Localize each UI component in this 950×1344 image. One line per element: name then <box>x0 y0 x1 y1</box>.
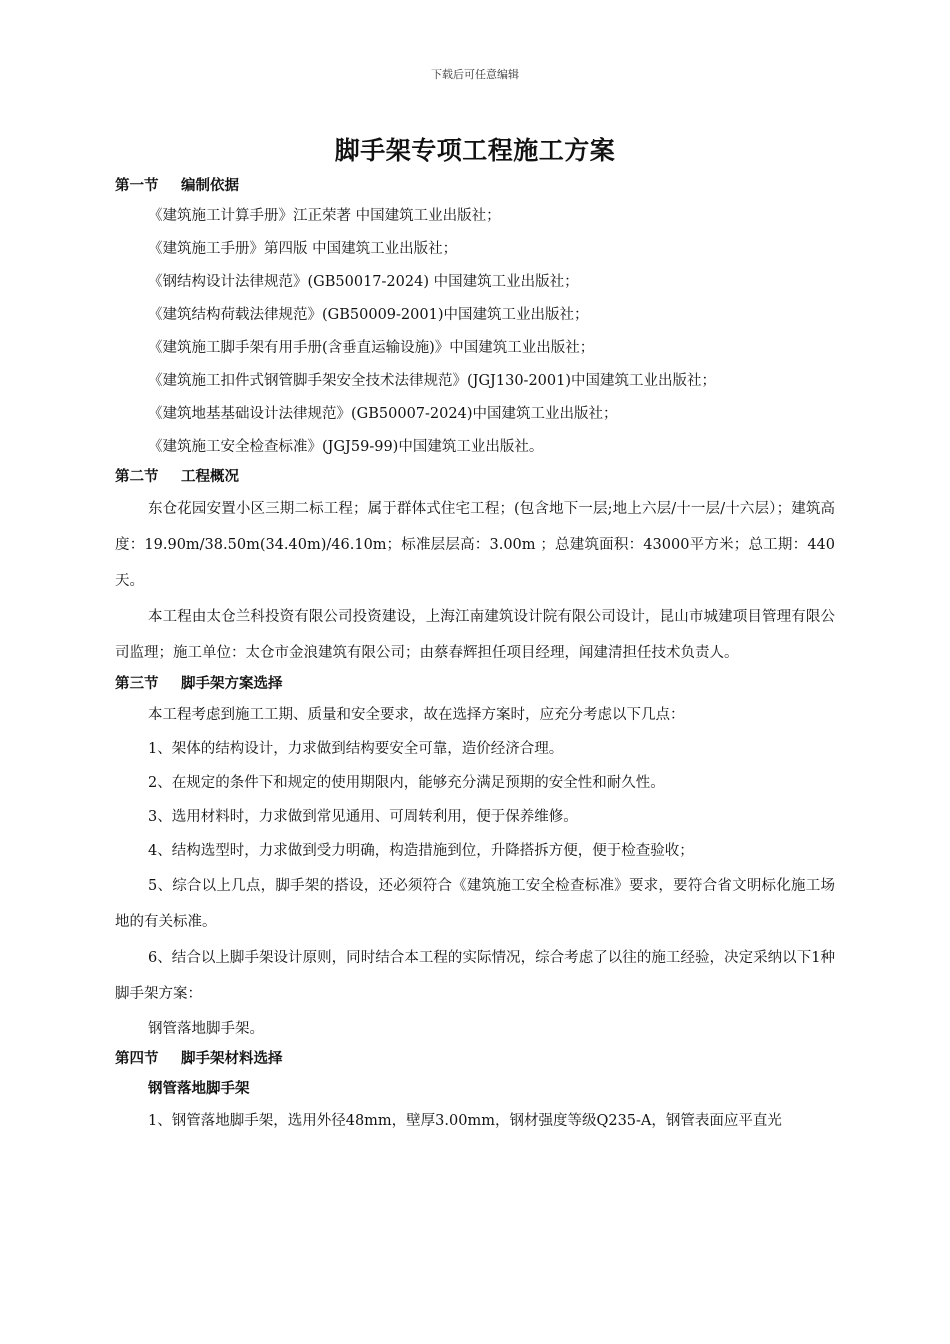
reference-item: 《钢结构设计法律规范》(GB50017-2024) 中国建筑工业出版社； <box>148 274 579 290</box>
section-title: 脚手架方案选择 <box>181 676 283 692</box>
material-paragraph: 1、钢管落地脚手架，选用外径48mm，壁厚3.00mm，钢材强度等级Q235-A，钢管表面应平直光 <box>148 1113 782 1129</box>
reference-item: 《建筑施工扣件式钢管脚手架安全技术法律规范》(JGJ130-2001)中国建筑工业出版社； <box>148 373 716 389</box>
overview-paragraph: 东仓花园安置小区三期二标工程；属于群体式住宅工程；(包含地下一层;地上六层/十一层/十六层）；建筑高度：19.90m/38.50m(34.40m)/46.10m；标准层层高：3.00m ；总建筑面积：43000平方米；总工期：440天。 <box>115 501 835 589</box>
scheme-intro: 本工程考虑到施工工期、质量和安全要求，故在选择方案时，应充分考虑以下几点： <box>148 707 685 723</box>
reference-item: 《建筑结构荷载法律规范》(GB50009-2001)中国建筑工业出版社； <box>148 307 589 323</box>
overview-paragraph: 本工程由太仓兰科投资有限公司投资建设，上海江南建筑设计院有限公司设计，昆山市城建项目管理有限公司监理；施工单位：太仓市金浪建筑有限公司；由蔡春辉担任项目经理，闻建清担任技术负责人。 <box>115 609 835 661</box>
section-heading-1 <box>115 173 835 200</box>
reference-item: 《建筑施工安全检查标准》(JGJ59-99)中国建筑工业出版社。 <box>148 439 544 455</box>
reference-item: 《建筑施工脚手架有用手册(含垂直运输设施)》中国建筑工业出版社； <box>148 340 595 356</box>
scheme-point: 6、结合以上脚手架设计原则，同时结合本工程的实际情况，综合考虑了以往的施工经验，决定采纳以下1种脚手架方案： <box>115 950 835 1002</box>
header-note: 下载后可任意编辑 <box>431 68 519 81</box>
scheme-point: 2、在规定的条件下和规定的使用期限内，能够充分满足预期的安全性和耐久性。 <box>148 775 665 791</box>
reference-item: 《建筑施工计算手册》江正荣著 中国建筑工业出版社； <box>148 208 501 224</box>
scheme-point: 4、结构选型时，力求做到受力明确，构造措施到位，升降搭拆方便，便于检查验收； <box>148 843 694 859</box>
scheme-choice: 钢管落地脚手架。 <box>148 1021 264 1037</box>
section-title: 工程概况 <box>181 469 239 485</box>
section-number: 第四节 <box>115 1051 159 1067</box>
section-heading-2 <box>115 464 835 491</box>
section-title: 编制依据 <box>181 178 239 194</box>
material-subheading: 钢管落地脚手架 <box>148 1081 250 1097</box>
section-number: 第二节 <box>115 469 159 485</box>
section-number: 第一节 <box>115 178 159 194</box>
section-heading-3 <box>115 671 835 698</box>
reference-item: 《建筑地基基础设计法律规范》(GB50007-2024)中国建筑工业出版社； <box>148 406 618 422</box>
document-title: 脚手架专项工程施工方案 <box>334 136 616 165</box>
scheme-point: 1、架体的结构设计，力求做到结构要安全可靠，造价经济合理。 <box>148 741 564 757</box>
section-heading-4 <box>115 1046 835 1073</box>
reference-item: 《建筑施工手册》第四版 中国建筑工业出版社； <box>148 241 458 257</box>
scheme-point: 5、综合以上几点，脚手架的搭设，还必须符合《建筑施工安全检查标准》要求，要符合省文明标化施工场地的有关标准。 <box>115 878 835 930</box>
document-body <box>115 173 835 1138</box>
section-title: 脚手架材料选择 <box>181 1051 283 1067</box>
section-number: 第三节 <box>115 676 159 692</box>
scheme-point: 3、选用材料时，力求做到常见通用、可周转利用，便于保养维修。 <box>148 809 578 825</box>
